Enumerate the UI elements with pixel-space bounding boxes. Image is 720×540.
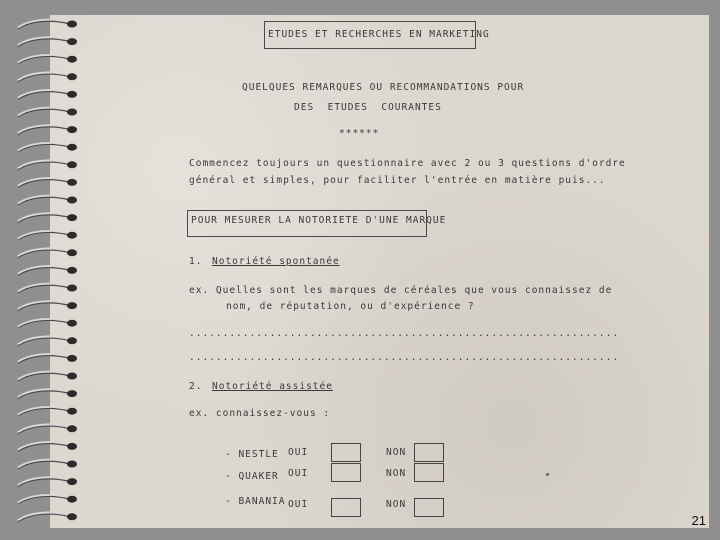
answer-dotted-line-1: ................................................................ [189, 328, 620, 339]
binding-hole [67, 214, 77, 221]
question1-number: 1. [189, 256, 203, 267]
binding-hole [67, 249, 77, 256]
binding-hole [67, 91, 77, 98]
non-checkbox[interactable] [414, 498, 444, 517]
binding-hole [67, 126, 77, 133]
oui-label: OUI [288, 447, 309, 458]
brand-label: - QUAKER [225, 471, 279, 482]
binding-hole [67, 21, 77, 28]
question1-title: Notoriété spontanée [212, 256, 340, 267]
oui-checkbox[interactable] [331, 443, 361, 462]
non-checkbox[interactable] [414, 443, 444, 462]
non-label: NON [386, 499, 407, 510]
binding-hole [67, 285, 77, 292]
question2-title: Notoriété assistée [212, 381, 333, 392]
binding-hole [67, 461, 77, 468]
binding-hole [67, 179, 77, 186]
binding-hole [67, 408, 77, 415]
oui-checkbox[interactable] [331, 463, 361, 482]
binding-hole [67, 38, 77, 45]
binding-hole [67, 443, 77, 450]
title-separator-stars: ****** [339, 128, 380, 139]
question2-example: ex. connaissez-vous : [189, 408, 331, 419]
document-title-line1: QUELQUES REMARQUES OU RECOMMANDATIONS POUR [242, 82, 525, 93]
question1-example-line1: ex. Quelles sont les marques de céréales que vous connaissez de [189, 285, 613, 296]
binding-hole [67, 161, 77, 168]
non-label: NON [386, 447, 407, 458]
question2-number: 2. [189, 381, 203, 392]
binding-hole [67, 320, 77, 327]
binding-hole [67, 144, 77, 151]
intro-line2: général et simples, pour faciliter l'entrée en matière puis... [189, 175, 606, 186]
binding-hole [67, 425, 77, 432]
document-page [50, 15, 709, 528]
binding-hole [67, 267, 77, 274]
binding-hole [67, 56, 77, 63]
brand-label: - NESTLE [225, 449, 279, 460]
oui-label: OUI [288, 468, 309, 479]
spiral-binding [0, 10, 80, 530]
document-title-line2: DES ETUDES COURANTES [294, 102, 442, 113]
binding-hole [67, 197, 77, 204]
binding-hole [67, 355, 77, 362]
section-title: POUR MESURER LA NOTORIETE D'UNE MARQUE [191, 215, 447, 226]
header-title: ETUDES ET RECHERCHES EN MARKETING [268, 29, 490, 40]
stray-mark [546, 473, 549, 476]
oui-checkbox[interactable] [331, 498, 361, 517]
binding-hole [67, 478, 77, 485]
binding-hole [67, 232, 77, 239]
binding-hole [67, 373, 77, 380]
binding-hole [67, 337, 77, 344]
non-label: NON [386, 468, 407, 479]
answer-dotted-line-2: ................................................................ [189, 352, 620, 363]
non-checkbox[interactable] [414, 463, 444, 482]
binding-hole [67, 513, 77, 520]
brand-label: - BANANIA [225, 496, 286, 507]
binding-hole [67, 109, 77, 116]
binding-hole [67, 302, 77, 309]
page-number: 21 [691, 513, 706, 528]
binding-hole [67, 390, 77, 397]
intro-line1: Commencez toujours un questionnaire avec 2 ou 3 questions d'ordre [189, 158, 626, 169]
question1-example-line2: nom, de réputation, ou d'expérience ? [226, 301, 475, 312]
binding-hole [67, 496, 77, 503]
binding-hole [67, 73, 77, 80]
oui-label: OUI [288, 499, 309, 510]
